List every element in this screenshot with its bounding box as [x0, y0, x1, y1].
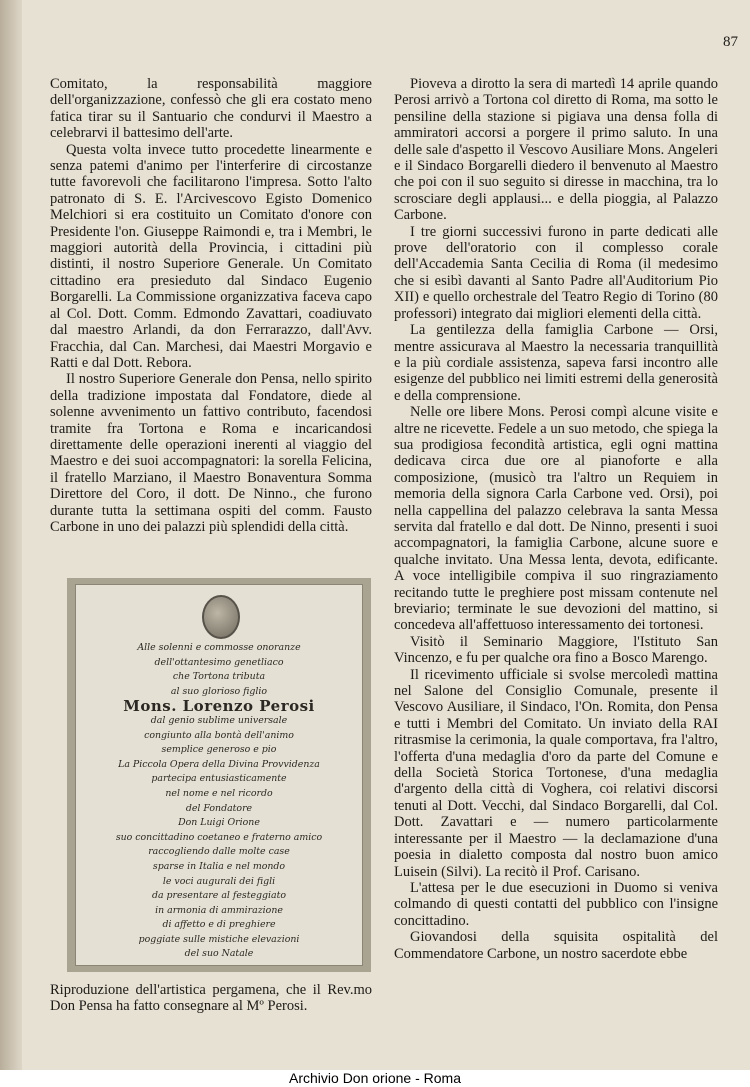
parchment-reproduction [67, 578, 371, 972]
right-paragraph-1: Pioveva a dirotto la sera di martedì 14 aprile quando Perosi arrivò a Tortona col diretto di Roma, ma sotto le pensiline della stazione si pigiava una densa folla di ammiratori accorsi a porgere il primo saluto. In una delle sale d'aspetto il Vescovo Ausiliare Mons. Angeleri e il Sindaco Borgarelli diedero il benvenuto al Maestro che poi con il suo seguito si diresse in macchina, tra lo scrosciare degli applausi... e della pioggia, al Palazzo Carbone. [394, 76, 718, 224]
parchment-line: raccogliendo dalle molte case [148, 846, 290, 858]
portrait-medallion-icon [202, 595, 240, 639]
parchment-line: nel nome e nel ricordo [165, 787, 273, 799]
parchment-line: al suo glorioso figlio [170, 685, 268, 697]
parchment-line: dell'ottantesimo genetliaco [154, 656, 284, 668]
parchment-line: da presentare al festeggiato [151, 890, 287, 902]
page-number: 87 [723, 34, 738, 50]
parchment-line: congiunto alla bontà dell'animo [144, 729, 294, 741]
page-gutter [0, 0, 22, 1087]
archive-footer: Archivio Don orione - Roma [0, 1070, 750, 1087]
parchment-line: in armonia di ammirazione [155, 904, 283, 916]
right-paragraph-8: Giovandosi della squisita ospitalità del Commendatore Carbone, un nostro sacerdote ebbe [394, 929, 718, 962]
parchment-line: Don Luigi Orione [178, 817, 260, 829]
parchment-frame [75, 584, 363, 966]
right-paragraph-7: L'attesa per le due esecuzioni in Duomo si veniva colmando di questi contatti del pubblico con l'insigne concittadino. [394, 879, 718, 929]
left-paragraph-1: Comitato, la responsabilità maggiore dell'organizzazione, confessò che gli era costato meno fatica tirar su il Santuario che condurvi il Maestro a celebrarvi il battesimo dell'arte. [50, 76, 372, 142]
parchment-line: del Fondatore [185, 802, 253, 814]
parchment-line: suo concittadino coetaneo e fraterno amico [115, 831, 323, 843]
parchment-line: sparse in Italia e nel mondo [152, 860, 286, 872]
parchment-text [76, 641, 362, 962]
parchment-line: che Tortona tributa [172, 671, 266, 683]
parchment-line: poggiate sulle mistiche elevazioni [138, 933, 300, 945]
right-paragraph-4: Nelle ore libere Mons. Perosi compì alcune visite e altre ne ricevette. Fedele a un suo metodo, che spiega la sua prodigiosa fecondità artistica, egli ogni mattina dedicava circa due ore al pianoforte e alla composizione, (musicò tra l'altro un Requiem in memoria della signora Carla Carbone ved. Orsi), poi nella cappellina del palazzo celebrava la santa Messa servita dal fratello e dal dott. De Ninno, presenti i suoi accompagnatori, la famiglia Carbone, alcune suore e qualche invitato. Una Messa lenta, devota, edificante. A voce intelligibile compiva il suo ringraziamento recitando tutte le preghiere post missam contenute nel breviario; terminate le sue devozioni del mattino, si concedeva all'affettuoso interessamento dei tortonesi. [394, 404, 718, 634]
right-paragraph-5: Visitò il Seminario Maggiore, l'Istituto San Vincenzo, e fu per qualche ora fino a Bosco Marengo. [394, 633, 718, 667]
parchment-line: le voci augurali dei figli [162, 875, 276, 887]
parchment-name: Mons. Lorenzo Perosi [123, 697, 315, 716]
parchment-line: partecipa entusiasticamente [151, 773, 287, 785]
right-paragraph-2: I tre giorni successivi furono in parte dedicati alle prove dell'oratorio con il complesso corale dell'Accademia Santa Cecilia di Roma (il medesimo che si esibì davanti al Santo Padre all'Auditorium Pio XII) e quello orchestrale del Teatro Regio di Torino (80 professori) integrato dai migliori elementi della città. [394, 223, 718, 322]
right-paragraph-6: Il ricevimento ufficiale si svolse mercoledì mattina nel Salone del Consiglio Comunale, presente il Vescovo Ausiliare, il Sindaco, l'On. Romita, don Pensa e tutti i Membri del Comitato. Un inviato della RAI ritrasmise la cerimonia, la quale comportava, fra l'altro, l'offerta d'una medaglia d'oro da parte del Comune e della Società Storica Tortonese, d'una medaglia d'argento della città di Voghera, coi relativi discorsi tenuti al Dott. Vecchi, dal Sindaco Borgarelli, dal Col. Dott. Zavattari e — numero particolarmente interessante per il Maestro — la declamazione d'una poesia in dialetto composta dal nostro buon amico Luisein (Silvi). La recitò il Prof. Carisano. [394, 666, 718, 880]
parchment-line: Alle solenni e commosse onoranze [137, 642, 301, 653]
left-paragraph-3: Il nostro Superiore Generale don Pensa, nello spirito della tradizione impostata dal Fondatore, diede al solenne avvenimento un fattivo contributo, facendosi tramite fra Tortona e Roma e incaricandosi direttamente delle operazioni inerenti al viaggio del Maestro e dei suoi accompagnatori: la sorella Felicina, il fratello Marziano, il Maestro Bonaventura Somma Direttore del Coro, il dott. De Ninno., che furono durante tutta la settimana ospiti del comm. Fausto Carbone in uno dei palazzi più splendidi della città. [50, 371, 372, 535]
parchment-line: La Piccola Opera della Divina Provvidenza [118, 758, 320, 770]
parchment-line: di affetto e di preghiere [162, 919, 276, 931]
parchment-line: semplice generoso e pio [161, 744, 277, 756]
parchment-line: del suo Natale [184, 948, 254, 960]
left-column [50, 76, 372, 535]
right-column [394, 76, 718, 962]
parchment-line: dal genio sublime universale [150, 714, 288, 726]
left-paragraph-2: Questa volta invece tutto procedette linearmente e senza patemi d'animo per l'interferire di circostanze tutte favorevoli che facilitarono l'impresa. Sotto l'alto patronato di S. E. l'Arcivescovo Egisto Domenico Melchiori si era costituito un Comitato d'onore con Presidente l'on. Giuseppe Raimondi e, tra i Membri, le maggiori autorità della Provincia, i cittadini più distinti, il nostro Superiore Generale. Un Comitato cittadino era presieduto dal Sindaco Eugenio Borgarelli. La Commissione organizzativa faceva capo al Col. Dott. Comm. Edmondo Zavattari, coadiuvato dal maestro Arlandi, da don Ferrarazzo, dall'Avv. Fracchia, dal Can. Marchesi, dai Maestri Morgavio e Ratti e dal Dott. Rebora. [50, 141, 372, 371]
figure-caption: Riproduzione dell'artistica pergamena, che il Rev.mo Don Pensa ha fatto consegnare al Mº Perosi. [50, 982, 372, 1014]
right-paragraph-3: La gentilezza della famiglia Carbone — Orsi, mentre assicurava al Maestro la necessaria tranquillità e la più cordiale assistenza, sapeva farsi incontro alle esigenze del pubblico nei limiti estremi della generosità e della comprensione. [394, 322, 718, 404]
